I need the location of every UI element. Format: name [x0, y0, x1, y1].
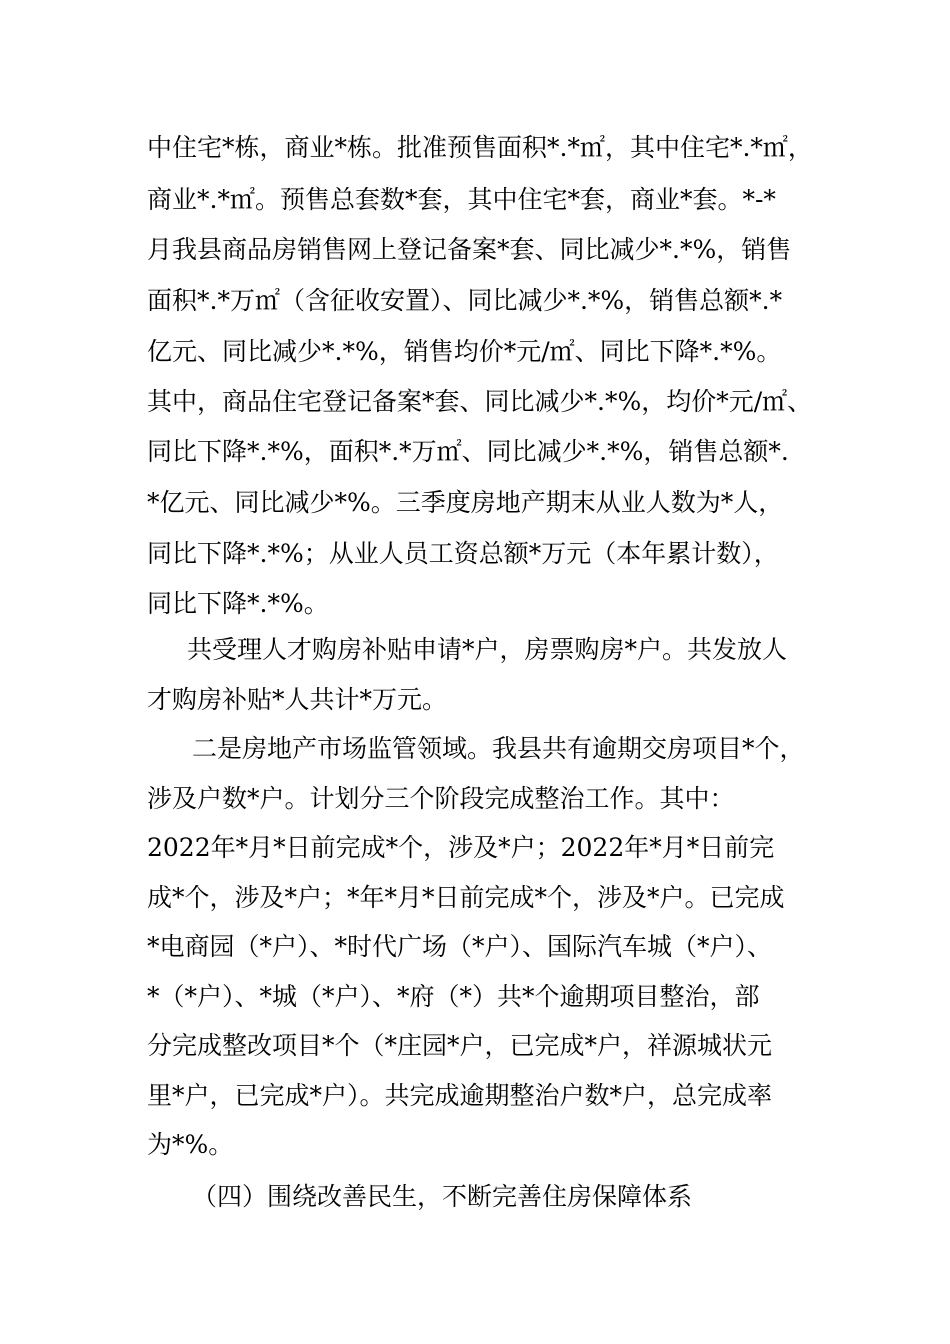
text-line: 月我县商品房销售网上登记备案*套、同比减少*.*%，销售: [147, 235, 792, 264]
text-line: *（*户）、*城（*户）、*府（*）共*个逾期项目整治，部: [147, 982, 760, 1011]
text-line: 2022年*月*日前完成*个，涉及*户；2022年*月*日前完: [147, 833, 775, 862]
text-line: 才购房补贴*人共计*万元。: [147, 685, 448, 714]
text-line: 其中，商品住宅登记备案*套、同比减少*.*%，均价*元/㎡、: [147, 387, 813, 416]
text-line: *电商园（*户）、*时代广场（*户）、国际汽车城（*户）、: [147, 932, 773, 961]
text-line: 成*个，涉及*户；*年*月*日前完成*个，涉及*户。已完成: [147, 883, 785, 912]
text-line: 里*户，已完成*户）。共完成逾期整治户数*户，总完成率: [147, 1081, 773, 1110]
text-line: 分完成整改项目*个（*庄园*户，已完成*户，祥源城状元: [147, 1031, 773, 1060]
text-line: 涉及户数*户。计划分三个阶段完成整治工作。其中：: [147, 784, 735, 813]
text-line: 同比下降*.*%，面积*.*万㎡、同比减少*.*%，销售总额*.: [147, 437, 789, 466]
text-line: 面积*.*万㎡（含征收安置）、同比减少*.*%，销售总额*.*: [147, 286, 783, 315]
paragraph-first-line: 二是房地产市场监管领域。我县共有逾期交房项目*个，: [192, 734, 805, 763]
text-line: 为*%。: [147, 1130, 234, 1159]
text-line: 同比下降*.*%。: [147, 589, 329, 618]
text-line: 商业*.*㎡。预售总套数*套，其中住宅*套，商业*套。*-*: [147, 185, 776, 214]
paragraph-first-line: 共受理人才购房补贴申请*户，房票购房*户。共发放人: [187, 635, 788, 664]
text-line: 中住宅*栋，商业*栋。批准预售面积*.*㎡，其中住宅*.*㎡，: [147, 133, 813, 162]
section-heading: （四）围绕改善民生，不断完善住房保障体系: [192, 1182, 693, 1211]
text-line: 同比下降*.*%；从业人员工资总额*万元（本年累计数），: [147, 539, 779, 568]
text-line: *亿元、同比减少*%。三季度房地产期末从业人数为*人，: [147, 488, 784, 517]
text-line: 亿元、同比减少*.*%，销售均价*元/㎡、同比下降*.*%。: [147, 337, 782, 366]
